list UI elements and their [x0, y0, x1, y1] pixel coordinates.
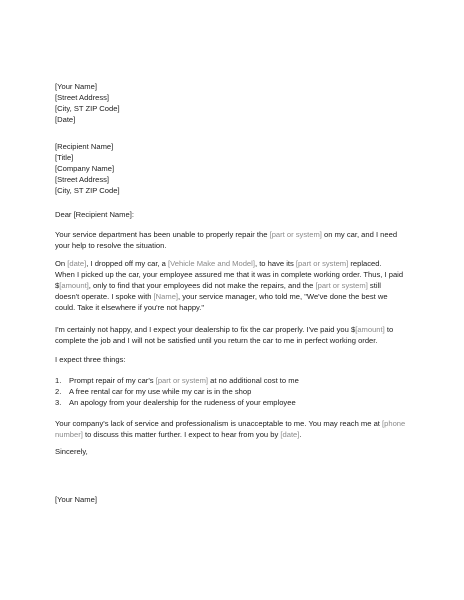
placeholder: number]	[55, 430, 83, 439]
text: at no additional cost to me	[208, 376, 299, 385]
placeholder: [part or system]	[295, 259, 349, 268]
text: Your service department has been unable to properly repair the	[55, 230, 270, 239]
placeholder: [Vehicle Make and Model]	[168, 259, 255, 268]
recipient-address	[55, 141, 415, 196]
list-number: 1.	[55, 376, 62, 385]
sender-street: [Street Address]	[55, 93, 110, 102]
text: to	[384, 325, 394, 334]
salutation: Dear [Recipient Name]:	[55, 210, 134, 219]
list-item	[55, 375, 417, 386]
placeholder: [date]	[67, 259, 87, 268]
text: still	[367, 281, 381, 290]
paragraph-3	[55, 324, 417, 346]
paragraph-2-line-4	[55, 291, 417, 302]
placeholder: [Name]	[153, 292, 179, 301]
signature-name: [Your Name]	[55, 495, 97, 504]
text: I'm certainly not happy, and I expect your dealership to fix the car properly. I've paid you $	[55, 325, 356, 334]
placeholder: [part or system]	[315, 281, 368, 290]
expectations-list	[55, 375, 417, 408]
paragraph-1-line-2: your help to resolve the situation.	[55, 241, 167, 250]
text: , your service manager, who told me, "We've done the best we	[178, 292, 388, 301]
paragraph-1-line-1	[55, 229, 417, 240]
closing: Sincerely,	[55, 447, 88, 456]
placeholder: [part or system]	[155, 376, 209, 385]
text: Your company's lack of service and professionalism is unacceptable to me. You may reach me at	[55, 419, 383, 428]
text: $	[55, 281, 60, 290]
placeholder: [amount]	[59, 281, 89, 290]
expect-intro: I expect three things:	[55, 355, 126, 364]
paragraph-2-line-2: When I picked up the car, your employee assured me that it was in complete working order. Thus, I paid	[55, 270, 404, 279]
text: , only to find that your employees did not make the repairs, and the	[88, 281, 316, 290]
text: replaced.	[348, 259, 382, 268]
sender-city: [City, ST ZIP Code]	[55, 104, 120, 113]
text: Prompt repair of my car's	[69, 376, 156, 385]
list-number: 3.	[55, 398, 62, 407]
text: on my car, and I need	[321, 230, 398, 239]
recipient-title: [Title]	[55, 153, 74, 162]
list-item	[55, 386, 417, 397]
paragraph-2	[55, 258, 417, 313]
paragraph-3-line-2: complete the job and I will not be satisfied until you return the car to me in perfect working order.	[55, 336, 378, 345]
paragraph-4-line-2	[55, 429, 417, 440]
paragraph-3-line-1	[55, 324, 417, 335]
recipient-city: [City, ST ZIP Code]	[55, 186, 120, 195]
text: , I dropped off my car, a	[86, 259, 168, 268]
text: , to have its	[254, 259, 296, 268]
recipient-company: [Company Name]	[55, 164, 115, 173]
list-item	[55, 397, 417, 408]
paragraph-2-line-5: could. Take it elsewhere if you're not happy."	[55, 303, 205, 312]
text: .	[299, 430, 302, 439]
paragraph-4-line-1	[55, 418, 417, 429]
text: On	[55, 259, 68, 268]
paragraph-4	[55, 418, 417, 440]
text: A free rental car for my use while my car is in the shop	[69, 387, 252, 396]
recipient-street: [Street Address]	[55, 175, 110, 184]
letter-date: [Date]	[55, 115, 76, 124]
placeholder: [date]	[280, 430, 300, 439]
sender-address	[55, 81, 415, 125]
placeholder: [phone	[382, 419, 406, 428]
paragraph-2-line-1	[55, 258, 417, 269]
text: An apology from your dealership for the rudeness of your employee	[69, 398, 296, 407]
text: to discuss this matter further. I expect to hear from you by	[82, 430, 281, 439]
recipient-name: [Recipient Name]	[55, 142, 114, 151]
paragraph-2-line-3	[55, 280, 417, 291]
placeholder: [part or system]	[269, 230, 322, 239]
text: doesn't operate. I spoke with	[55, 292, 154, 301]
list-number: 2.	[55, 387, 62, 396]
sender-name: [Your Name]	[55, 82, 97, 91]
paragraph-1	[55, 229, 417, 251]
placeholder: [amount]	[355, 325, 385, 334]
